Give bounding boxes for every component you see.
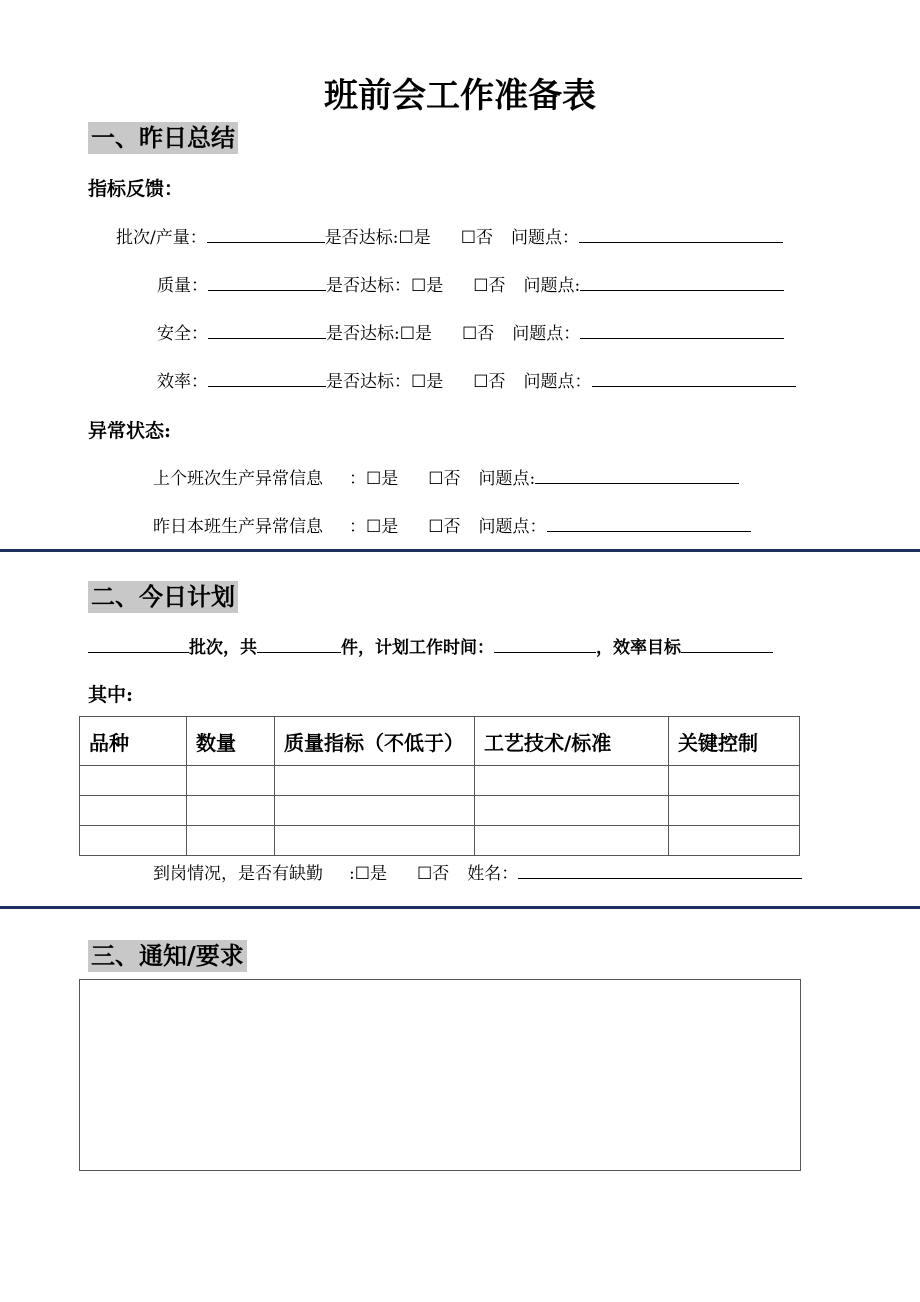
table-row (80, 826, 800, 856)
no-checkbox[interactable]: ☐否 (461, 324, 495, 344)
table-row (80, 766, 800, 796)
indicator-label: 效率： (157, 372, 208, 392)
section-divider (0, 549, 920, 552)
table-cell[interactable] (187, 766, 275, 796)
work-time-field[interactable] (494, 632, 596, 653)
table-header-row (80, 717, 800, 766)
issue-field[interactable] (535, 463, 739, 484)
no-checkbox[interactable]: ☐否 (416, 864, 450, 884)
plan-eff-label: ，效率目标 (596, 638, 681, 658)
reach-label: 是否达标： (326, 372, 411, 392)
indicator-label: 质量： (157, 276, 208, 296)
table-cell[interactable] (669, 796, 800, 826)
table-header-cell: 关键控制 (669, 717, 800, 766)
table-header-cell: 数量 (187, 717, 275, 766)
indicator-row-efficiency (157, 366, 796, 392)
notice-text-area[interactable] (79, 979, 801, 1171)
issue-field[interactable] (592, 366, 796, 387)
table-header-cell: 工艺技术/标准 (475, 717, 669, 766)
table-cell[interactable] (275, 766, 475, 796)
colon: ： (349, 469, 366, 489)
piece-count-field[interactable] (257, 632, 341, 653)
abnormal-item-label: 昨日本班生产异常信息 (153, 517, 323, 537)
indicator-label: 批次/产量： (116, 228, 207, 248)
table-cell[interactable] (475, 826, 669, 856)
issue-label: 问题点： (512, 324, 581, 344)
issue-label: 问题点： (510, 228, 579, 248)
plan-pieces-label: 件，计划工作时间： (341, 638, 494, 658)
colon: ： (349, 517, 366, 537)
indicator-row-safety (157, 318, 784, 344)
issue-field[interactable] (580, 270, 784, 291)
yes-checkbox[interactable]: ☐是 (366, 469, 399, 489)
table-cell[interactable] (80, 796, 187, 826)
table-header-cell: 质量指标（不低于） (275, 717, 475, 766)
indicators-label: 指标反馈： (88, 178, 184, 200)
yes-checkbox[interactable]: ☐是 (399, 324, 432, 344)
issue-label: 问题点: (478, 469, 536, 489)
section-heading-plan: 二、今日计划 (88, 581, 238, 613)
table-cell[interactable] (475, 766, 669, 796)
colon: : (349, 864, 355, 884)
no-checkbox[interactable]: ☐否 (473, 372, 506, 392)
issue-label: 问题点： (523, 372, 592, 392)
yes-checkbox[interactable]: ☐是 (411, 372, 444, 392)
issue-field[interactable] (547, 511, 751, 532)
value-field[interactable] (207, 222, 325, 243)
batch-count-field[interactable] (88, 632, 189, 653)
plan-row (88, 632, 773, 658)
name-label: 姓名： (467, 864, 519, 884)
yes-checkbox[interactable]: ☐是 (398, 228, 431, 248)
reach-label: 是否达标： (326, 276, 411, 296)
section-divider (0, 906, 920, 909)
value-field[interactable] (208, 366, 326, 387)
value-field[interactable] (208, 270, 326, 291)
table-cell[interactable] (475, 796, 669, 826)
issue-label: 问题点： (478, 517, 547, 537)
attendance-label: 到岗情况，是否有缺勤 (153, 864, 323, 884)
table-cell[interactable] (669, 826, 800, 856)
abnormal-label: 异常状态: (88, 420, 172, 442)
section-heading-notice: 三、通知/要求 (88, 940, 247, 972)
table-cell[interactable] (187, 796, 275, 826)
page-title: 班前会工作准备表 (324, 76, 596, 116)
attendance-row (153, 858, 802, 884)
table-cell[interactable] (80, 766, 187, 796)
yes-checkbox[interactable]: ☐是 (366, 517, 399, 537)
indicator-row-quality (157, 270, 784, 296)
reach-label: 是否达标: (326, 324, 400, 344)
plan-table (79, 716, 800, 856)
abnormal-item-label: 上个班次生产异常信息 (153, 469, 323, 489)
section-heading-summary: 一、昨日总结 (88, 122, 238, 154)
table-header-cell: 品种 (80, 717, 187, 766)
among-label: 其中: (88, 684, 134, 706)
no-checkbox[interactable]: ☐否 (428, 469, 461, 489)
table-row (80, 796, 800, 826)
no-checkbox[interactable]: ☐否 (428, 517, 461, 537)
yes-checkbox[interactable]: ☐是 (411, 276, 444, 296)
indicator-label: 安全： (157, 324, 208, 344)
abnormal-row-last-shift (153, 463, 739, 489)
table-cell[interactable] (669, 766, 800, 796)
table-cell[interactable] (80, 826, 187, 856)
issue-label: 问题点: (523, 276, 581, 296)
name-field[interactable] (518, 858, 802, 879)
issue-field[interactable] (580, 318, 784, 339)
table-cell[interactable] (275, 826, 475, 856)
no-checkbox[interactable]: ☐否 (473, 276, 506, 296)
yes-checkbox[interactable]: ☐是 (354, 864, 387, 884)
table-cell[interactable] (187, 826, 275, 856)
plan-batch-label: 批次，共 (189, 638, 257, 658)
efficiency-target-field[interactable] (681, 632, 773, 653)
value-field[interactable] (208, 318, 326, 339)
table-cell[interactable] (275, 796, 475, 826)
abnormal-row-yesterday (153, 511, 751, 537)
reach-label: 是否达标: (324, 228, 399, 248)
no-checkbox[interactable]: ☐否 (460, 228, 493, 248)
issue-field[interactable] (579, 222, 783, 243)
indicator-row-batch (116, 222, 783, 248)
